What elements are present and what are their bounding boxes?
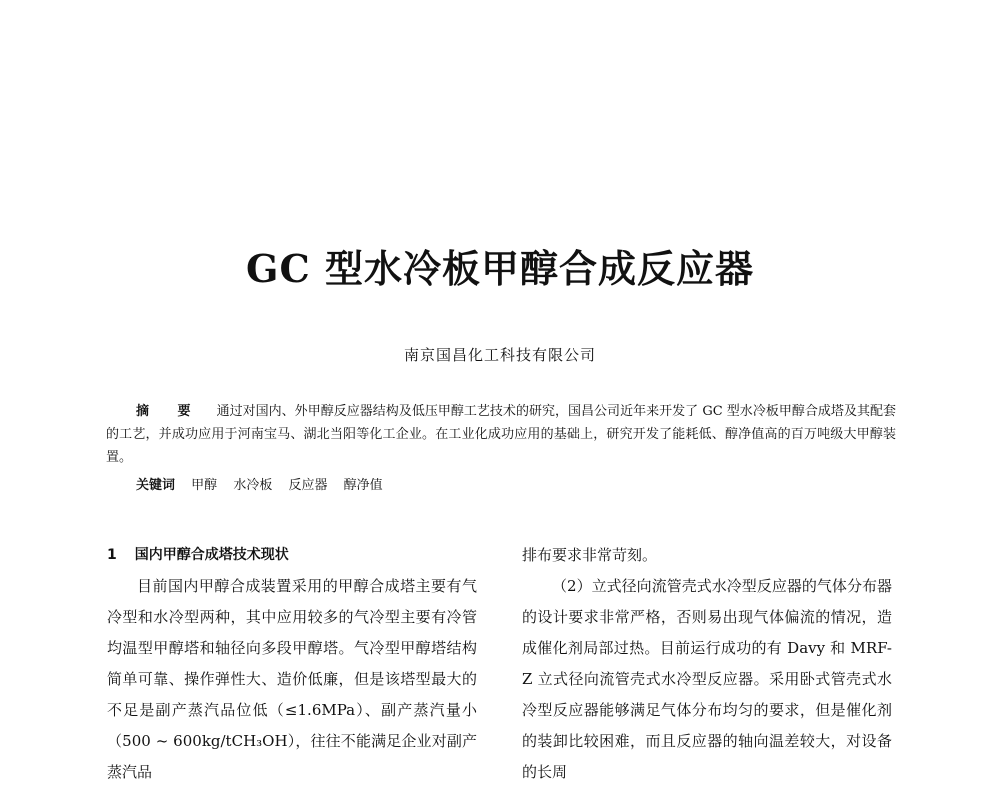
keywords-label: 关键词	[136, 478, 176, 493]
abstract-text: 通过对国内、外甲醇反应器结构及低压甲醇工艺技术的研究，国昌公司近年来开发了 GC 型水冷板甲醇合成塔及其配套的工艺，并成功应用于河南宝马、湖北当阳等化工企业。在工业化成功应用的基础上，研究开发了能耗低、醇净值高的百万吨级大甲醇装置。	[106, 404, 896, 465]
section-heading	[107, 540, 477, 571]
right-column	[522, 540, 892, 788]
left-column	[107, 540, 477, 788]
paper-title: GC 型水冷板甲醇合成反应器	[246, 246, 754, 291]
body-paragraph: （2）立式径向流管壳式水冷型反应器的气体分布器的设计要求非常严格，否则易出现气体偏流的情况，造成催化剂局部过热。目前运行成功的有 Davy 和 MRF-Z 立式径向流管壳式水冷型反应器。采用卧式管壳式水冷型反应器能够满足气体分布均匀的要求，但是催化剂的装卸比较困难，而且反应器的轴向温差较大，对设备的长周	[522, 577, 892, 781]
body-paragraph: 目前国内甲醇合成装置采用的甲醇合成塔主要有气冷型和水冷型两种，其中应用较多的气冷型主要有冷管均温型甲醇塔和轴径向多段甲醇塔。气冷型甲醇塔结构简单可靠、操作弹性大、造价低廉，但是该塔型最大的不足是副产蒸汽品位低（≤1.6MPa）、副产蒸汽量小（500 ~ 600kg/tCH₃OH），往往不能满足企业对副产蒸汽品	[107, 577, 477, 781]
keyword-item: 反应器	[288, 478, 328, 493]
section-number: 1	[107, 547, 117, 563]
keyword-item: 醇净值	[343, 478, 383, 493]
keywords	[136, 474, 896, 493]
body-paragraph-continuation: 排布要求非常苛刻。	[522, 546, 658, 564]
abstract-label: 摘 要	[136, 404, 203, 419]
section-title: 国内甲醇合成塔技术现状	[134, 547, 289, 563]
abstract	[106, 400, 896, 469]
keyword-item: 水冷板	[233, 478, 273, 493]
author-affiliation: 南京国昌化工科技有限公司	[403, 346, 596, 364]
keyword-item: 甲醇	[191, 478, 218, 493]
